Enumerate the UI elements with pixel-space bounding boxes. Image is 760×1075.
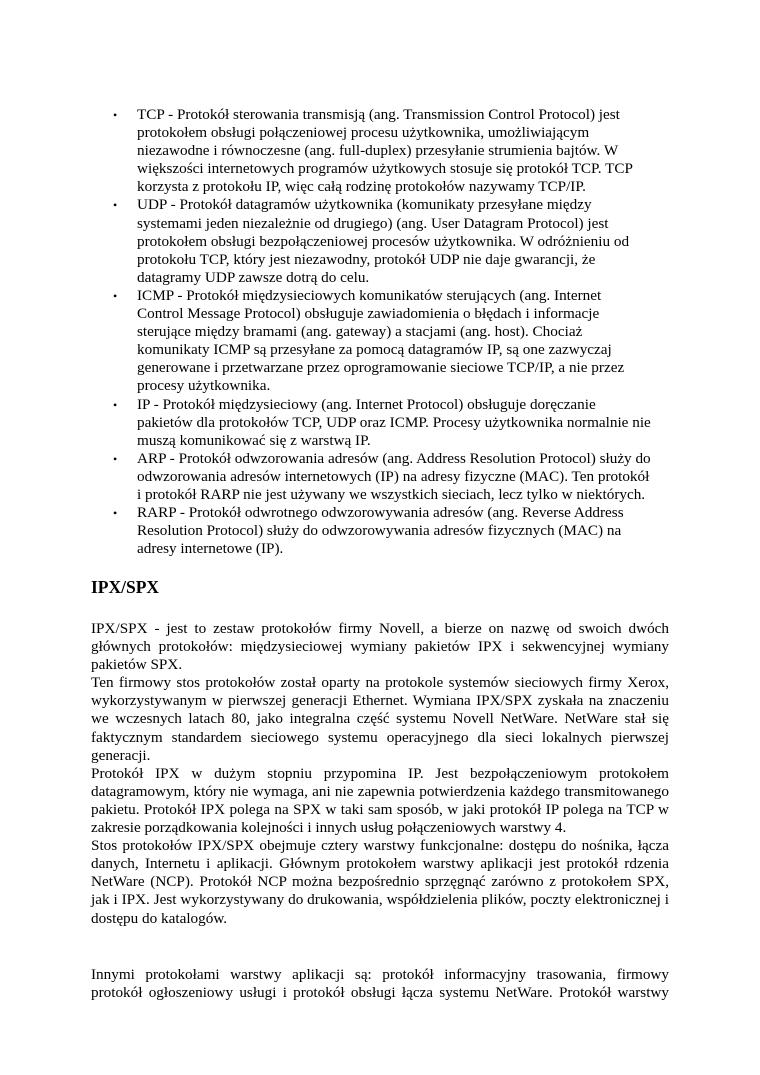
list-item-ip <box>91 396 651 450</box>
list-item-text: RARP - Protokół odwrotnego odwzorowywania adresów (ang. Reverse Address Resolution Protocol) służy do odwzorowywania adresów fizycznych (MAC) na adresy internetowe (IP). <box>137 504 624 558</box>
bullet-icon: • <box>113 506 118 521</box>
paragraph: Stos protokołów IPX/SPX obejmuje cztery warstwy funkcjonalne: dostępu do nośnika, łącza danych, Internetu i aplikacji. Głównym protokołem warstwy aplikacji jest protokół rdzenia NetWare (NCP). Protokół NCP można bezpośrednio sprzęgnąć zarówno z protokołem SPX, jak i IPX. Jest wykorzystywany do drukowania, współdzielenia plików, poczty elektronicznej i dostępu do katalogów. <box>91 837 669 927</box>
list-item-icmp <box>91 287 651 396</box>
section-body <box>91 620 669 928</box>
list-item-text: ARP - Protokół odwzorowania adresów (ang. Address Resolution Protocol) służy do odwzorowania adresów internetowych (IP) na adresy fizyczne (MAC). Ten protokół i protokół RARP nie jest używany we wszystkich sieciach, lecz tylko w niektórych. <box>137 449 651 503</box>
list-item-text: ICMP - Protokół międzysieciowych komunikatów sterujących (ang. Internet Control Message Protocol) obsługuje zawiadomienia o błędach i informacje sterujące między bramami (ang. gateway) a stacjami (ang. host). Chociaż komunikaty ICMP są przesyłane za pomocą datagramów IP, są one zazwyczaj generowane i przetwarzane przez oprogramowanie sieciowe TCP/IP, a nie przez procesy użytkownika. <box>137 286 625 395</box>
list-item-tcp <box>91 106 651 196</box>
paragraph: Innymi protokołami warstwy aplikacji są: protokół informacyjny trasowania, firmowy protokół ogłoszeniowy usługi i protokół obsługi łącza systemu NetWare. Protokół warstwy <box>91 966 669 1002</box>
paragraph: IPX/SPX - jest to zestaw protokołów firmy Novell, a bierze on nazwę od swoich dwóch głównych protokołów: międzysieciowej wymiany pakietów IPX i sekwencyjnej wymiany pakietów SPX. <box>91 620 669 674</box>
final-section-body <box>91 966 669 1002</box>
list-item-udp <box>91 196 651 286</box>
paragraph: Protokół IPX w dużym stopniu przypomina IP. Jest bezpołączeniowym protokołem datagramowym, który nie wymaga, ani nie zapewnia potwierdzenia każdego transmitowanego pakietu. Protokół IPX polega na SPX w taki sam sposób, w jaki protokół IP polega na TCP w zakresie porządkowania kolejności i innych usług połączeniowych warstwy 4. <box>91 764 669 837</box>
list-item-text: UDP - Protokół datagramów użytkownika (komunikaty przesyłane między systemami jeden niezależnie od drugiego) (ang. User Datagram Protocol) jest protokołem obsługi bezpołączeniowej procesów użytkownika. W odróżnieniu od protokołu TCP, który jest niezawodny, protokół UDP nie daje gwarancji, że datagramy UDP zawsze dotrą do celu. <box>137 196 630 286</box>
section-heading: IPX/SPX <box>91 577 160 597</box>
list-item-text: IP - Protokół międzysieciowy (ang. Internet Protocol) obsługuje doręczanie pakietów dla protokołów TCP, UDP oraz ICMP. Procesy użytkownika normalnie nie muszą komunikować się z warstwą IP. <box>137 395 651 449</box>
list-item-rarp <box>91 504 651 558</box>
bullet-icon: • <box>113 108 118 122</box>
paragraph: Ten firmowy stos protokołów został oparty na protokole systemów sieciowych firmy Xerox, wykorzystywanym w pierwszej generacji Ethernet. Wymiana IPX/SPX zyskała na znaczeniu we wczesnych latach 80, jako integralna część systemu Novell NetWare. NetWare stał się faktycznym standardem sieciowego systemu operacyjnego dla sieci lokalnych pierwszej generacji. <box>91 674 669 764</box>
bullet-icon: • <box>113 451 118 466</box>
bullet-icon: • <box>113 198 118 213</box>
list-item-text: TCP - Protokół sterowania transmisją (ang. Transmission Control Protocol) jest protokołem obsługi połączeniowej procesu użytkownika, umożliwiającym niezawodne i równoczesne (ang. full-duplex) przesyłanie strumienia bajtów. W większości internetowych programów użytkowych stosuje się protokół TCP. TCP korzysta z protokołu IP, więc całą rodzinę protokołów nazywamy TCP/IP. <box>137 106 633 196</box>
protocol-list <box>91 106 651 558</box>
bullet-icon: • <box>113 397 118 412</box>
bullet-icon: • <box>113 288 118 303</box>
list-item-arp <box>91 450 651 504</box>
